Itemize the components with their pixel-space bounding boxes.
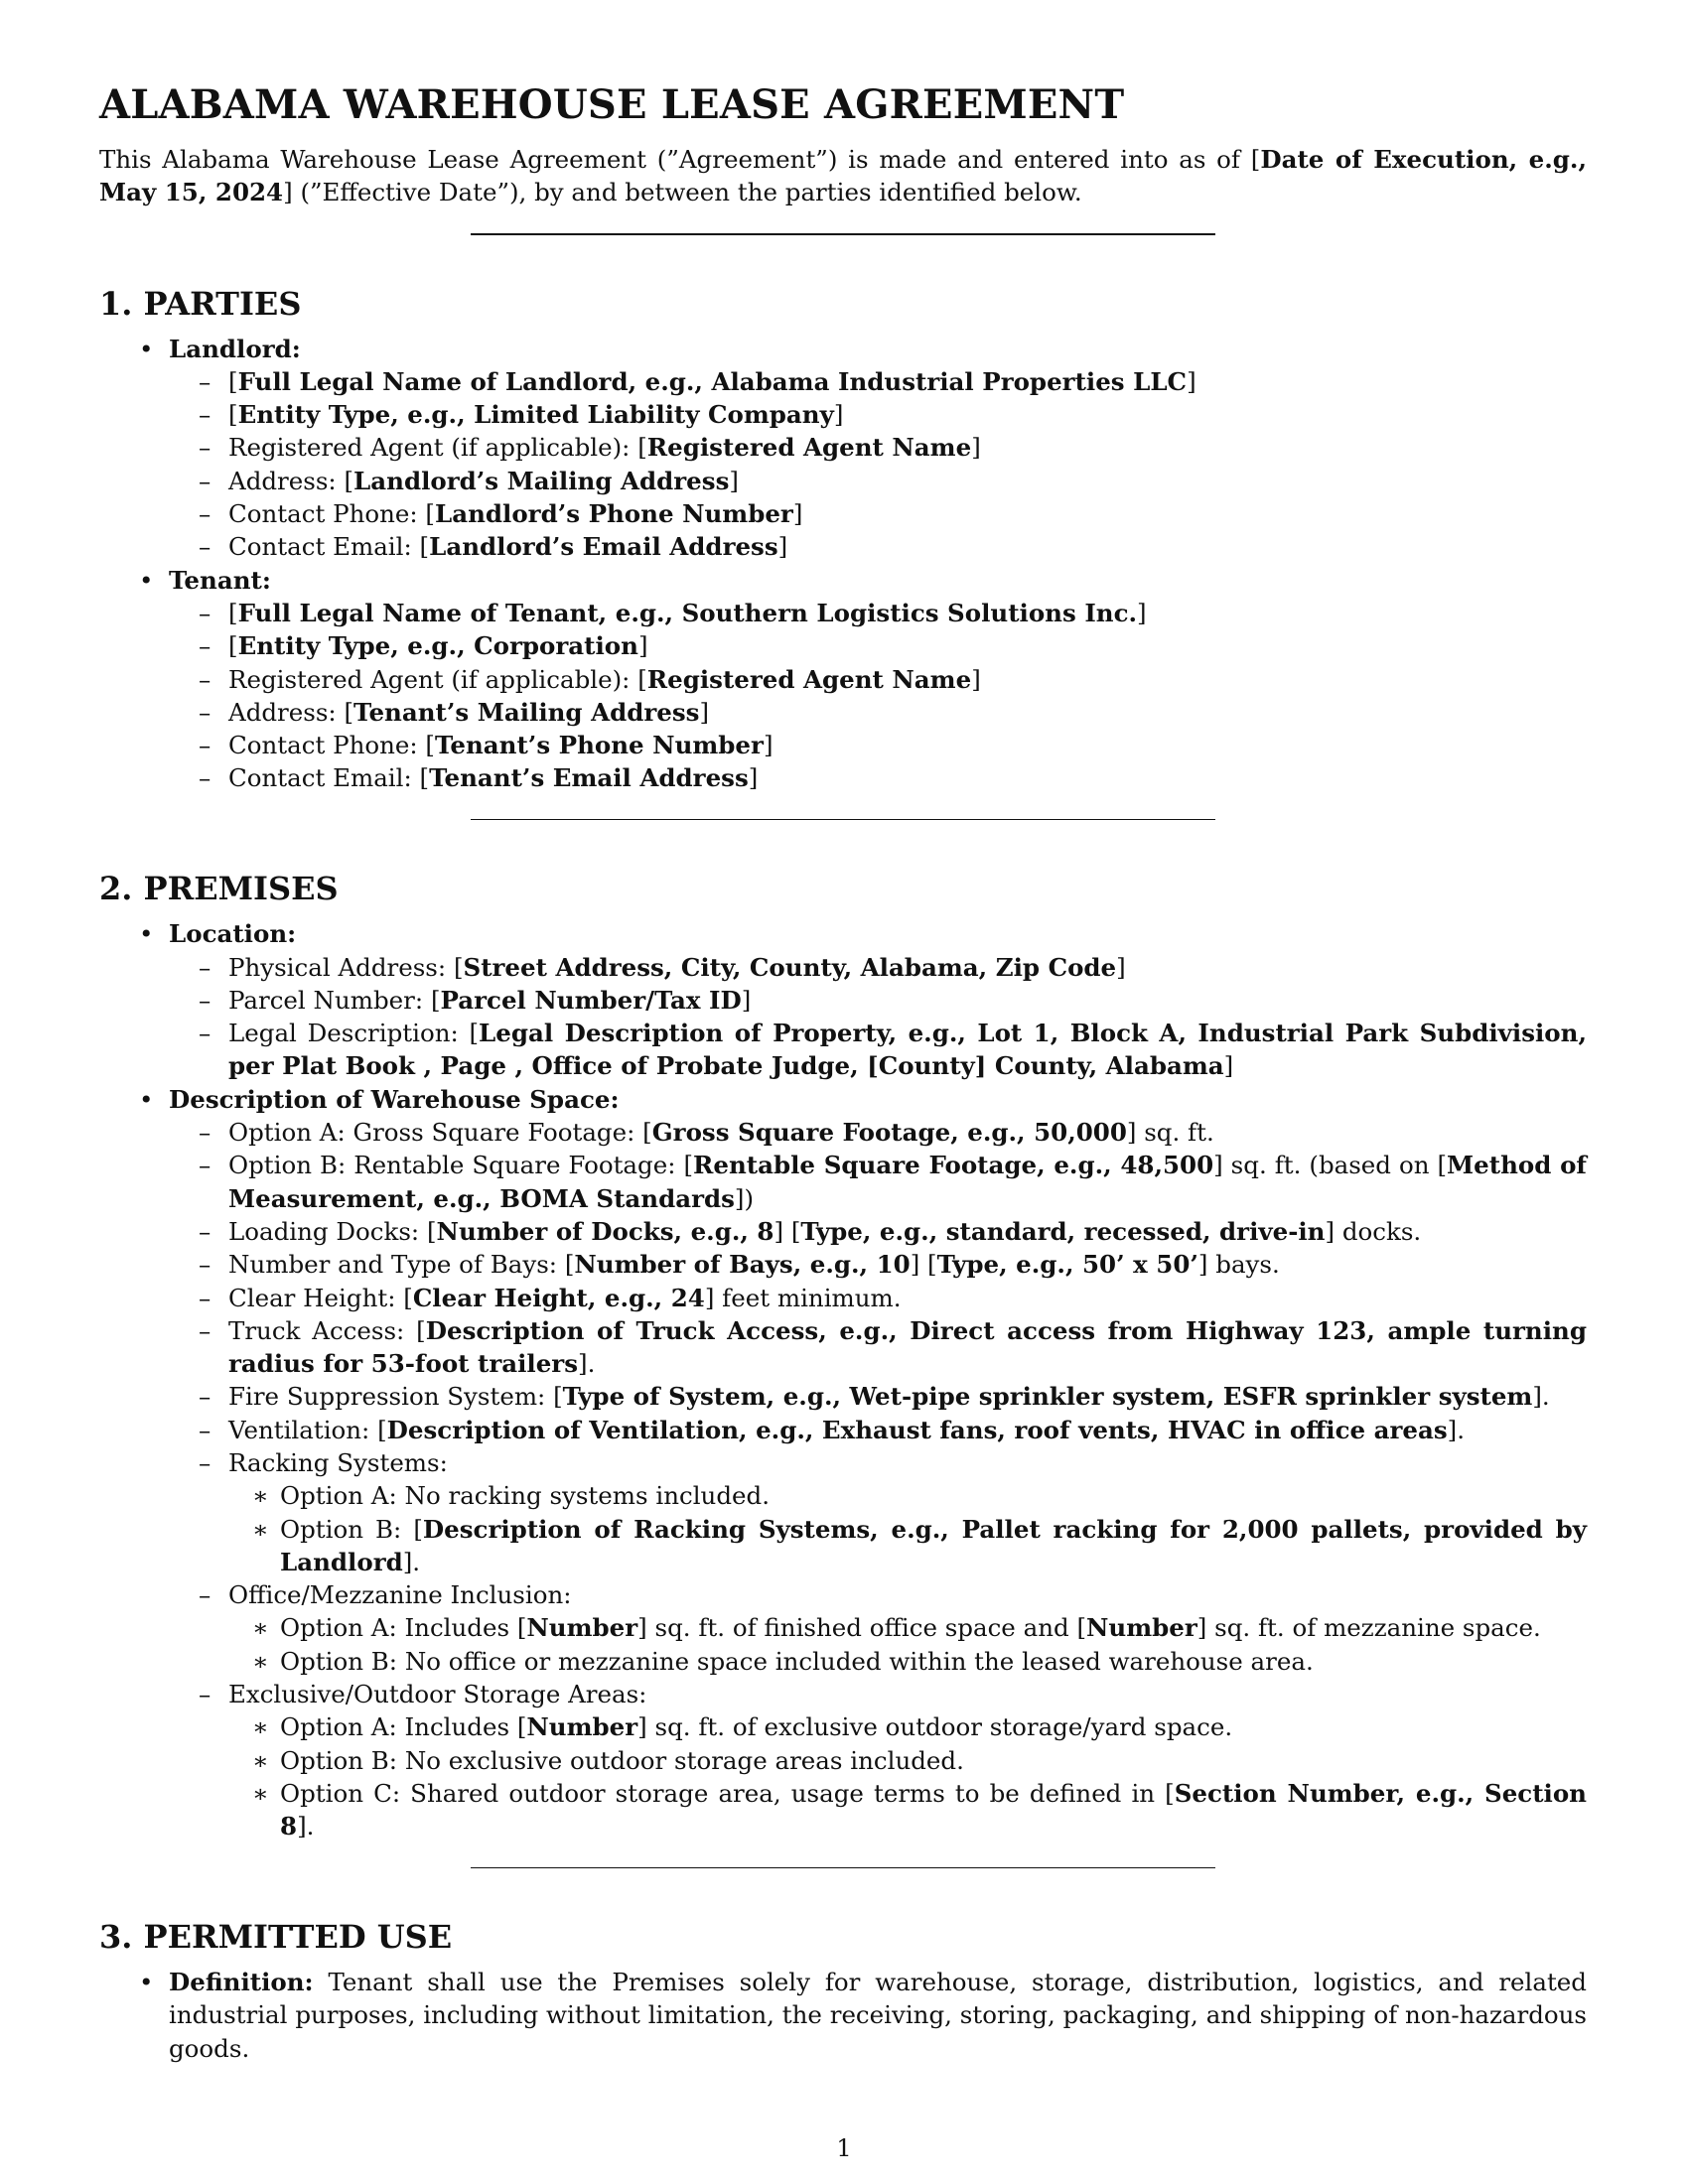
fire-suppression: – Fire Suppression System: [Type of System, e.g., Wet-pipe sprinkler system, ESFR sprinkler system]. [228,1380,1587,1413]
tenant-name: – [Full Legal Name of Tenant, e.g., Southern Logistics Solutions Inc.] [228,597,1587,629]
loading-docks: – Loading Docks: [Number of Docks, e.g., 8] [Type, e.g., standard, recessed, drive-in] docks. [228,1215,1587,1248]
racking-systems: – Racking Systems: ∗ Option A: No racking systems included. ∗ Option B: [Description of Racking Systems, e.g., Pallet racking for 2,000 pallets, provided by Landlord]. [228,1446,1587,1578]
section-1-title: 1. PARTIES [99,284,302,323]
divider [471,233,1215,235]
location-item [169,917,1587,1082]
parties-list [99,333,1587,795]
office-option-a: ∗ Option A: Includes [Number] sq. ft. of finished office space and [Number] sq. ft. of mezzanine space. [280,1611,1587,1644]
intro-text: This Alabama Warehouse Lease Agreement (”Agreement”) is made and entered into as of [99,145,1251,174]
landlord-agent: – Registered Agent (if applicable): [Registered Agent Name] [228,431,1587,464]
tenant-item [169,564,1587,795]
document-page [99,79,1587,2065]
tenant-address: – Address: [Tenant’s Mailing Address] [228,696,1587,729]
definition-label: Definition: [169,1968,314,1997]
tenant-entity: – [Entity Type, e.g., Corporation] [228,629,1587,662]
warehouse-description-label: Description of Warehouse Space: [169,1084,620,1114]
racking-option-a: ∗ Option A: No racking systems included. [280,1479,1587,1512]
section-3-title: 3. PERMITTED USE [99,1918,453,1957]
gross-footage: – Option A: Gross Square Footage: [Gross Square Footage, e.g., 50,000] sq. ft. [228,1116,1587,1149]
page-number: 1 [836,2134,852,2162]
clear-height: – Clear Height: [Clear Height, e.g., 24] feet minimum. [228,1282,1587,1314]
definition-item [169,1966,1587,2065]
landlord-phone: – Contact Phone: [Landlord’s Phone Number] [228,497,1587,530]
intro-paragraph: This Alabama Warehouse Lease Agreement (”Agreement”) is made and entered into as of [Date of Execution, e.g., May 15, 2024] (”Effective Date”), by and between the parties identified below. [99,145,1587,207]
execution-date-placeholder: Date of Execution, e.g., May 15, 2024 [99,145,1587,207]
tenant-label: Tenant: [169,565,271,595]
rentable-footage: – Option B: Rentable Square Footage: [Rentable Square Footage, e.g., 48,500] sq. ft. (based on [Method of Measurement, e.g., BOMA Standards]) [228,1149,1587,1215]
physical-address: – Physical Address: [Street Address, City, County, Alabama, Zip Code] [228,951,1587,984]
storage-option-c: ∗ Option C: Shared outdoor storage area, usage terms to be defined in [Section Number, e.g., Section 8]. [280,1777,1587,1843]
legal-description: – Legal Description: [Legal Description of Property, e.g., Lot 1, Block A, Industrial Park Subdivision, per Plat Book , Page , Office of Probate Judge, [County] County, Alabama] [228,1017,1587,1083]
truck-access: – Truck Access: [Description of Truck Access, e.g., Direct access from Highway 123, ample turning radius for 53-foot trailers]. [228,1314,1587,1381]
divider [471,1867,1215,1869]
divider [471,819,1215,821]
racking-option-b: ∗ Option B: [Description of Racking Systems, e.g., Pallet racking for 2,000 pallets, provided by Landlord]. [280,1513,1587,1579]
document-title: ALABAMA WAREHOUSE LEASE AGREEMENT [99,81,1125,128]
location-label: Location: [169,919,297,949]
outdoor-storage: – Exclusive/Outdoor Storage Areas: ∗ Option A: Includes [Number] sq. ft. of exclusive outdoor storage/yard space. ∗ Option B: No exclusive outdoor storage areas included. ∗ Option C: Shared outdoor storage area, usage terms to be defined in [Section Number, e.g., Section 8]. [228,1678,1587,1843]
tenant-phone: – Contact Phone: [Tenant’s Phone Number] [228,729,1587,761]
landlord-address: – Address: [Landlord’s Mailing Address] [228,465,1587,497]
warehouse-description-item [169,1083,1587,1843]
tenant-email: – Contact Email: [Tenant’s Email Address] [228,761,1587,794]
section-2-title: 2. PREMISES [99,870,339,908]
landlord-label: Landlord: [169,334,301,363]
office-option-b: ∗ Option B: No office or mezzanine space included within the leased warehouse area. [280,1645,1587,1678]
definition-text: Tenant shall use the Premises solely for warehouse, storage, distribution, logistics, and related industrial purposes, including without limitation, the receiving, storing, packaging, and shipping of non-hazardous goods. [169,1968,1587,2063]
landlord-item [169,333,1587,564]
parcel-number: – Parcel Number: [Parcel Number/Tax ID] [228,984,1587,1017]
tenant-agent: – Registered Agent (if applicable): [Registered Agent Name] [228,663,1587,696]
premises-list [99,917,1587,1843]
storage-option-b: ∗ Option B: No exclusive outdoor storage areas included. [280,1744,1587,1777]
office-mezzanine: – Office/Mezzanine Inclusion: ∗ Option A: Includes [Number] sq. ft. of finished office space and [Number] sq. ft. of mezzanine space. ∗ Option B: No office or mezzanine space included within the leased warehouse area. [228,1578,1587,1678]
permitted-use-list [99,1966,1587,2065]
landlord-entity: – [Entity Type, e.g., Limited Liability Company] [228,398,1587,431]
bays: – Number and Type of Bays: [Number of Bays, e.g., 10] [Type, e.g., 50’ x 50’] bays. [228,1248,1587,1281]
intro-text-end: (”Effective Date”), by and between the parties identified below. [292,178,1082,207]
landlord-email: – Contact Email: [Landlord’s Email Address] [228,530,1587,563]
landlord-name: – [Full Legal Name of Landlord, e.g., Alabama Industrial Properties LLC] [228,365,1587,398]
ventilation: – Ventilation: [Description of Ventilation, e.g., Exhaust fans, roof vents, HVAC in office areas]. [228,1414,1587,1446]
storage-option-a: ∗ Option A: Includes [Number] sq. ft. of exclusive outdoor storage/yard space. [280,1710,1587,1743]
